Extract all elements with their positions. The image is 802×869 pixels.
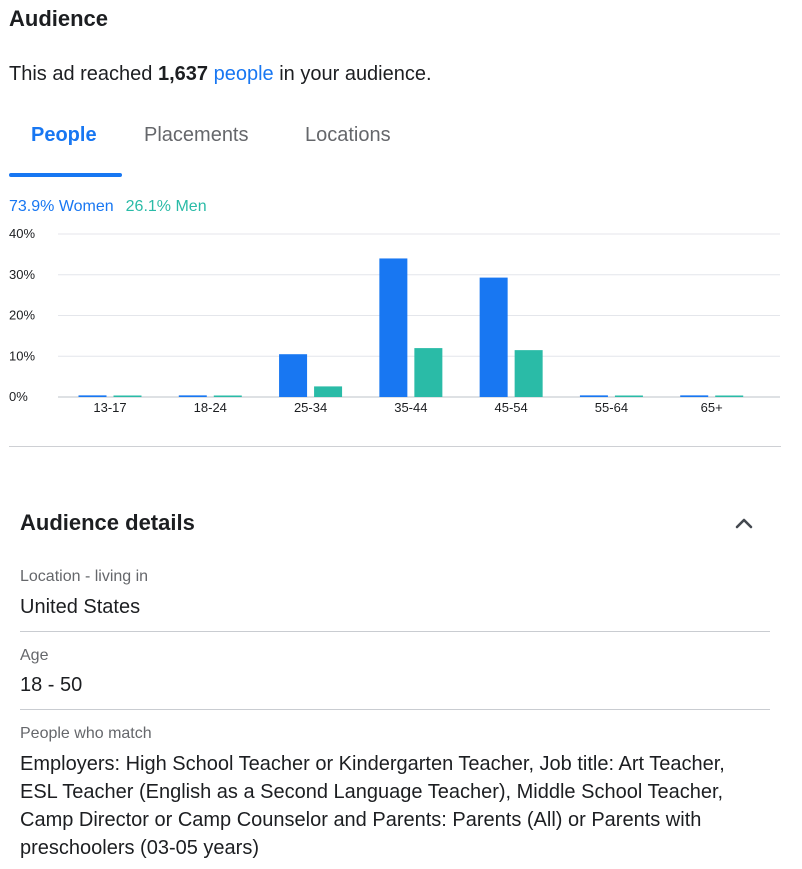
audience-title: Audience [9,6,109,31]
x-tick-label: 55-64 [594,400,629,415]
people-who-match-label: People who match [20,725,152,742]
x-tick-label: 65+ [700,400,723,415]
field-divider [20,709,770,710]
x-tick-label: 35-44 [394,400,428,415]
bar-women-25-34[interactable] [279,354,307,397]
y-tick-label: 10% [9,348,36,364]
bar-women-13-17[interactable] [79,395,107,397]
tab-placements[interactable]: Placements [144,124,249,146]
field-divider [20,631,770,632]
bar-men-13-17[interactable] [114,396,142,398]
bar-men-55-64[interactable] [615,396,643,398]
bar-women-65+[interactable] [680,395,708,397]
section-divider [9,446,781,447]
bar-women-55-64[interactable] [580,395,608,397]
y-tick-label: 30% [9,266,36,282]
x-tick-label: 25-34 [293,400,328,415]
gender-legend [9,198,207,216]
people-link[interactable]: people [213,63,274,85]
bar-men-18-24[interactable] [214,396,242,398]
bar-women-35-44[interactable] [379,258,407,397]
location-label: Location - living in [20,568,149,585]
tab-locations[interactable]: Locations [305,124,391,146]
age-label: Age [20,647,49,664]
tab-people[interactable]: People [31,124,97,146]
men-percentage: 26.1% Men [125,198,207,215]
reach-count: 1,637 [157,63,209,85]
audience-tabs [9,112,789,178]
y-tick-label: 0% [9,389,28,404]
bar-women-18-24[interactable] [179,395,207,397]
people-who-match-value: Employers: High School Teacher or Kindergarten Teacher, Job title: Art Teacher, ESL Teacher (English as a Second Language Teacher), Middle School Teacher, Camp Director or Camp Counselor and Parents: Parents (All) or Parents with preschoolers (03-05 years) [20,753,725,859]
reach-prefix: This ad reached [9,63,158,85]
age-value: 18 - 50 [20,674,83,696]
bar-men-25-34[interactable] [314,386,342,397]
x-tick-label: 45-54 [494,400,528,415]
reach-summary [9,63,432,86]
chevron-up-icon[interactable] [733,514,755,532]
active-tab-indicator [9,173,122,177]
age-gender-chart [0,222,790,422]
x-tick-label: 18-24 [193,400,227,415]
audience-details-title: Audience details [20,510,195,535]
bar-men-45-54[interactable] [515,350,543,397]
bar-men-65+[interactable] [715,396,743,398]
y-tick-label: 20% [9,307,36,323]
reach-suffix: in your audience. [273,63,432,85]
bar-women-45-54[interactable] [480,278,508,397]
women-percentage: 73.9% Women [9,198,114,215]
location-value: United States [20,596,141,618]
x-tick-label: 13-17 [93,400,127,415]
bar-men-35-44[interactable] [414,348,442,397]
y-tick-label: 40% [9,226,36,241]
